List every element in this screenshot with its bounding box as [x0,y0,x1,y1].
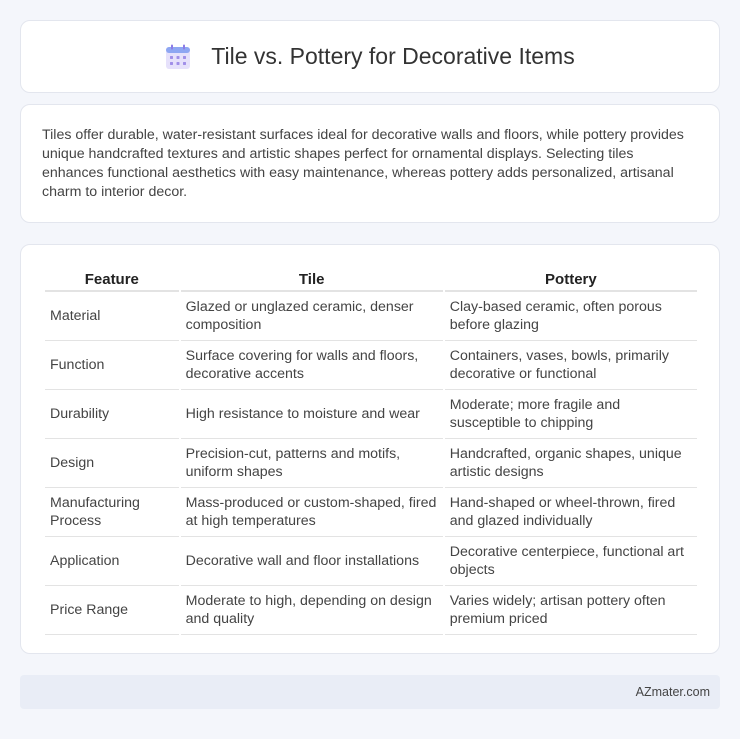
title-card [20,20,720,93]
pottery-cell: Moderate; more fragile and susceptible to chipping [445,390,697,439]
footer [20,675,720,709]
header-tile: Tile [181,265,443,292]
feature-cell: Application [45,537,179,586]
table-row [45,292,697,341]
header-feature: Feature [45,265,179,292]
table-row [45,390,697,439]
footer-brand: AZmater.com [635,685,710,699]
table-header-row [45,265,697,292]
pottery-cell: Decorative centerpiece, functional art objects [445,537,697,586]
table-row [45,488,697,537]
feature-cell: Price Range [45,586,179,635]
tile-cell: Precision-cut, patterns and motifs, uniform shapes [181,439,443,488]
tile-cell: Decorative wall and floor installations [181,537,443,586]
feature-cell: Function [45,341,179,390]
header-pottery: Pottery [445,265,697,292]
calendar-icon [165,44,191,70]
table-row [45,586,697,635]
tile-cell: Surface covering for walls and floors, decorative accents [181,341,443,390]
table-row [45,341,697,390]
page-title: Tile vs. Pottery for Decorative Items [211,43,575,69]
pottery-cell: Clay-based ceramic, often porous before glazing [445,292,697,341]
tile-cell: High resistance to moisture and wear [181,390,443,439]
feature-cell: Manufacturing Process [45,488,179,537]
feature-cell: Material [45,292,179,341]
tile-cell: Moderate to high, depending on design and quality [181,586,443,635]
comparison-table [43,265,699,635]
pottery-cell: Handcrafted, organic shapes, unique artistic designs [445,439,697,488]
intro-text: Tiles offer durable, water-resistant surfaces ideal for decorative walls and floors, while pottery provides unique handcrafted textures and artistic shapes perfect for ornamental displays. Selecting tiles enhances functional aesthetics with easy maintenance, whereas pottery adds personalized, artisanal charm to interior decor. [42,127,684,200]
feature-cell: Durability [45,390,179,439]
feature-cell: Design [45,439,179,488]
table-row [45,439,697,488]
pottery-cell: Containers, vases, bowls, primarily decorative or functional [445,341,697,390]
table-row [45,537,697,586]
comparison-table-card [20,244,720,654]
tile-cell: Mass-produced or custom-shaped, fired at high temperatures [181,488,443,537]
intro-card [20,104,720,223]
tile-cell: Glazed or unglazed ceramic, denser composition [181,292,443,341]
pottery-cell: Hand-shaped or wheel-thrown, fired and glazed individually [445,488,697,537]
pottery-cell: Varies widely; artisan pottery often premium priced [445,586,697,635]
